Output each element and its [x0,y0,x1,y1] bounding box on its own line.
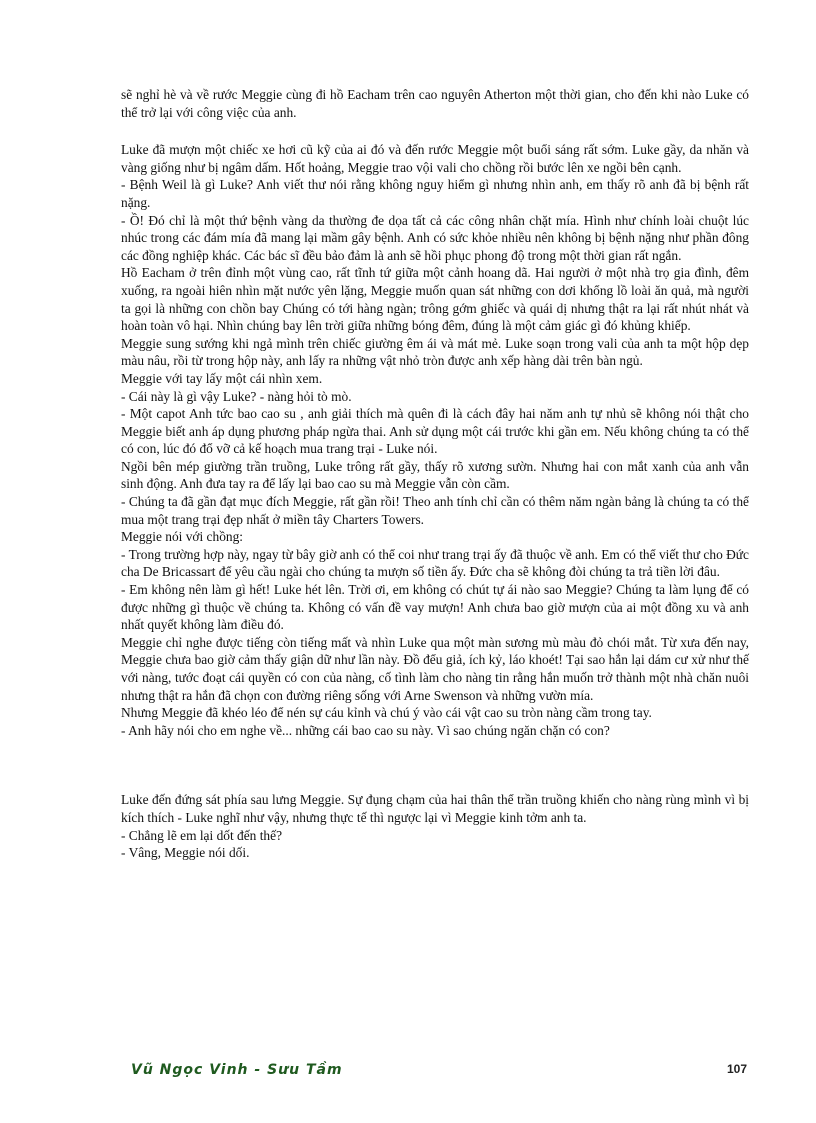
paragraph: Meggie chỉ nghe được tiếng còn tiếng mất và nhìn Luke qua một màn sương mù màu đỏ chói mắt. Từ xưa đến nay, Meggie chưa bao giờ cảm thấy giận dữ như lần này. Đồ đểu giả, ích kỷ, láo khoét! Tại sao hắn lại dám cư xử như thế với nàng, tước đoạt cái quyền có con của nàng, cố tình làm cho nàng tin rằng hắn muốn trở thành một nhà chăn nuôi nhưng thật ra hắn đã chọn con đường riêng sống với Arne Swenson và những vườn mía. [121,634,749,703]
paragraph: - Chẳng lẽ em lại dốt đến thế? [121,827,283,843]
spacer [121,121,749,141]
paragraph: Hồ Eacham ở trên đỉnh một vùng cao, rất tĩnh tứ giữa một cảnh hoang dã. Hai người ở một nhà trọ gia đình, đêm xuống, ra ngoài hiên nhìn mặt nước yên lặng, Meggie muốn quan sát những con dơi khổng lồ loài ăn quả, mà người ta gọi là những con chồn bay Chúng có tới hàng ngàn; trông gớm ghiếc và quái dị nhưng thật ra lại rất nhút nhát và hoàn toàn vô hại. Nhìn chúng bay lên trời giữa những bóng đêm, đúng là một cảm giác gì đó khủng khiếp. [121,265,749,334]
spacer [121,739,749,791]
paragraph-block-3 [121,791,749,861]
paragraph: - Cái này là gì vậy Luke? - nàng hỏi tò mò. [121,388,352,404]
paragraph: Ngồi bên mép giường trần truồng, Luke trông rất gầy, thấy rõ xương sườn. Nhưng hai con mắt xanh của anh vẫn sinh động. Anh đưa tay ra để lấy lại bao cao su mà Meggie vẫn còn cầm. [121,458,749,492]
paragraph: sẽ nghỉ hè và về rước Meggie cùng đi hồ Eacham trên cao nguyên Atherton một thời gian, cho đến khi nào Luke có thể trở lại với công việc của anh. [121,87,749,120]
paragraph-block-2 [121,141,749,739]
paragraph: Nhưng Meggie đã khéo léo để nén sự cáu kỉnh và chú ý vào cái vật cao su tròn nàng cầm trong tay. [121,705,652,721]
paragraph: - Chúng ta đã gần đạt mục đích Meggie, rất gần rồi! Theo anh tính chỉ cần có thêm năm ngàn bảng là chúng ta có thể mua một trang trại đẹp nhất ở miền tây Charters Towers. [121,494,749,527]
paragraph: Luke đến đứng sát phía sau lưng Meggie. Sự đụng chạm của hai thân thể trần truồng khiến cho nàng rùng mình vì bị kích thích - Luke nghĩ như vậy, nhưng thực tế thì ngược lại vì Meggie kinh tởm anh ta. [121,792,749,825]
paragraph: - Anh hãy nói cho em nghe về... những cái bao cao su này. Vì sao chúng ngăn chặn có con? [121,722,610,738]
paragraph: - Ồ! Đó chỉ là một thứ bệnh vàng da thường đe dọa tất cả các công nhân chặt mía. Hình như chính loài chuột lúc nhúc trong các đám mía đã mang lại mầm gây bệnh. Anh có sức khỏe nhiều nên không bị bệnh nặng như phần đông các đồng nghiệp khác. Các bác sĩ đều bảo đảm là anh sẽ hồi phục phong độ trong một thời gian rất ngắn. [121,212,749,263]
paragraph: Meggie sung sướng khi ngả mình trên chiếc giường êm ái và mát mẻ. Luke soạn trong vali của anh ta một hộp dẹp màu nâu, rồi từ trong hộp này, anh lấy ra những vật nhỏ tròn được anh xếp hàng dài trên bàn ngủ. [121,335,749,369]
paragraph: - Trong trường hợp này, ngay từ bây giờ anh có thể coi như trang trại ấy đã thuộc về anh. Em có thể viết thư cho Đức cha De Bricassart để yêu cầu ngài cho chúng ta mượn số tiền ấy. Đức cha sẽ không đòi chúng ta trả tiền lời đâu. [121,546,749,580]
paragraph: Meggie với tay lấy một cái nhìn xem. [121,370,323,386]
paragraph: - Vâng, Meggie nói dối. [121,845,250,861]
paragraph: Luke đã mượn một chiếc xe hơi cũ kỹ của ai đó và đến rước Meggie một buổi sáng rất sớm. Luke gầy, da nhăn và vàng giống như bị ngâm dấm. Hốt hoảng, Meggie trao vội vali cho chồng rồi bước lên xe ngồi bên cạnh. [121,142,749,175]
paragraph-block-1 [121,86,749,121]
paragraph: - Một capot Anh tức bao cao su , anh giải thích mà quên đi là cách đây hai năm anh tự nhủ sẽ không nói thật cho Meggie biết anh áp dụng phương pháp ngừa thai. Anh sử dụng một cái trước khi gần em. Nếu không chúng ta có thể có con, lúc đó đổ vỡ cả kế hoạch mua trang trại - Luke nói. [121,406,749,457]
paragraph: - Em không nên làm gì hết! Luke hét lên. Trời ơi, em không có chút tự ái nào sao Meggie? Chúng ta làm lụng để có được những gì thuộc về chúng ta. Không có vấn đề vay mượn! Anh chưa bao giờ mượn của ai một đồng xu và anh nhất quyết không làm điều đó. [121,582,749,633]
page-number: 107 [727,1062,748,1076]
footer-signature: Vũ Ngọc Vinh - Sưu Tầm [131,1062,343,1078]
paragraph: Meggie nói với chồng: [121,529,243,545]
body-text [121,86,749,862]
paragraph: - Bệnh Weil là gì Luke? Anh viết thư nói rằng không nguy hiểm gì nhưng nhìn anh, em thấy rõ anh đã bị bệnh rất nặng. [121,177,749,210]
